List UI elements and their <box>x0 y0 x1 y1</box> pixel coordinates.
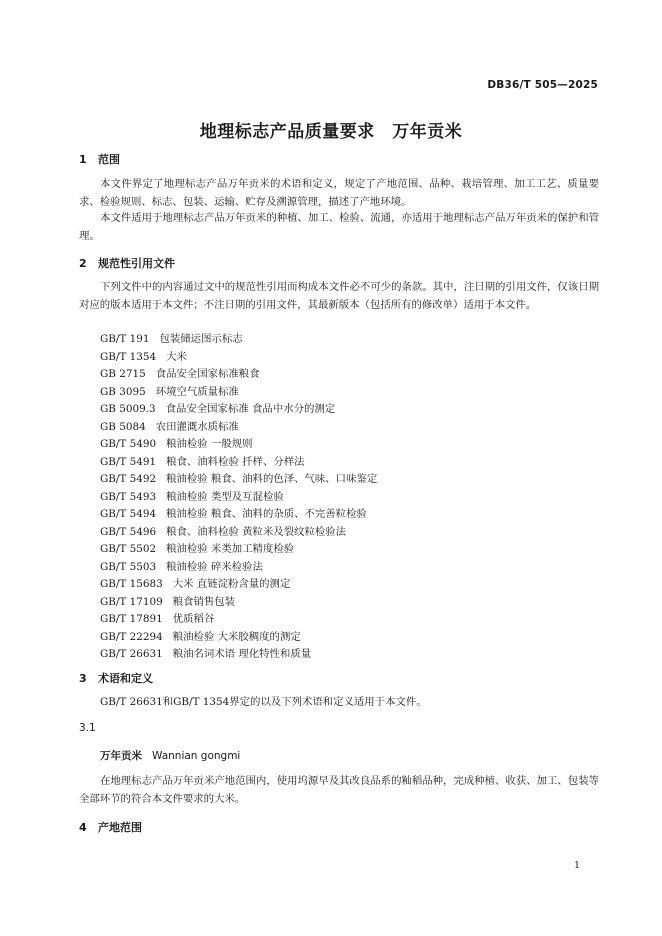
reference-item <box>100 471 377 489</box>
reference-title: 粮油检验 碎米检验法 <box>166 560 263 573</box>
reference-code: GB/T 5493 <box>100 490 157 503</box>
reference-title: 粮油检验 一般规则 <box>166 438 253 450</box>
section-1-paragraph-1: 本文件界定了地理标志产品万年贡米的术语和定义，规定了产地范围、品种、栽培管理、加工工艺、质量要求、检验规则、标志、包装、运输、贮存及溯源管理，描述了产地环境。 <box>79 178 599 208</box>
reference-code: GB 5009.3 <box>100 403 156 415</box>
reference-item <box>100 331 377 349</box>
reference-code: GB 3095 <box>100 385 146 398</box>
section-number: 2 <box>79 257 87 270</box>
reference-title: 大米 <box>166 350 187 363</box>
term-entry <box>100 748 240 763</box>
reference-code: GB/T 5502 <box>100 543 157 555</box>
reference-title: 粮食、油料检验 黄粒米及裂纹粒检验法 <box>166 525 347 538</box>
reference-code: GB/T 17109 <box>100 595 163 608</box>
reference-code: GB/T 22294 <box>100 630 163 643</box>
reference-list <box>100 331 377 664</box>
section-4-heading <box>79 819 142 835</box>
reference-item <box>100 366 377 384</box>
reference-item <box>100 524 377 542</box>
reference-item <box>100 454 377 472</box>
reference-code: GB 2715 <box>100 368 146 380</box>
section-2-heading <box>79 255 175 271</box>
reference-code: GB/T 5490 <box>100 438 157 450</box>
reference-title: 粮油检验 米类加工精度检验 <box>166 543 295 555</box>
reference-item <box>100 611 377 629</box>
reference-item <box>100 384 377 402</box>
reference-code: GB/T 1354 <box>100 350 157 363</box>
page-number: 1 <box>573 860 580 871</box>
section-title: 产地范围 <box>98 821 142 834</box>
reference-item <box>100 576 377 594</box>
reference-title: 粮油名词术语 理化特性和质量 <box>172 648 312 660</box>
reference-title: 粮油检验 粮食、油料的杂质、不完善粒检验 <box>166 508 367 520</box>
section-1-paragraph-2: 本文件适用于地理标志产品万年贡米的种植、加工、检验、流通，亦适用于地理标志产品万年贡米的保护和管理。 <box>79 212 599 242</box>
reference-title: 粮油检验 大米胶稠度的测定 <box>172 630 301 643</box>
reference-code: GB/T 5494 <box>100 508 157 520</box>
reference-title: 粮食销售包装 <box>172 595 236 608</box>
section-1-heading <box>79 151 120 167</box>
reference-title: 食品安全国家标准 食品中水分的测定 <box>165 403 336 415</box>
reference-item <box>100 349 377 367</box>
reference-item <box>100 594 377 612</box>
standard-code: DB36/T 505—2025 <box>487 79 598 91</box>
section-title: 规范性引用文件 <box>98 257 175 270</box>
reference-title: 农田灌溉水质标准 <box>155 420 239 433</box>
section-number: 3 <box>79 672 87 685</box>
section-2-intro: 下列文件中的内容通过文中的规范性引用而构成本文件必不可少的条款。其中，注日期的引用文件，仅该日期对应的版本适用于本文件；不注日期的引用文件，其最新版本（包括所有的修改单）适用于本文件。 <box>79 281 599 311</box>
reference-code: GB/T 5492 <box>100 473 157 485</box>
reference-code: GB/T 5496 <box>100 525 157 538</box>
section-title: 范围 <box>98 153 120 166</box>
reference-code: GB/T 15683 <box>100 578 163 590</box>
reference-item <box>100 419 377 437</box>
term-english: Wannian gongmi <box>152 750 241 762</box>
reference-item <box>100 629 377 647</box>
reference-title: 优质稻谷 <box>172 613 215 625</box>
reference-title: 粮油检验 类型及互混检验 <box>166 490 284 503</box>
reference-code: GB/T 5503 <box>100 560 157 573</box>
reference-item <box>100 436 377 454</box>
reference-item <box>100 559 377 577</box>
reference-code: GB/T 17891 <box>100 613 163 625</box>
reference-code: GB/T 5491 <box>100 455 157 468</box>
reference-title: 粮油检验 粮食、油料的色泽、气味、口味鉴定 <box>166 473 378 485</box>
reference-title: 环境空气质量标准 <box>155 385 239 398</box>
section-number: 1 <box>79 153 87 166</box>
document-title: 地理标志产品质量要求 万年贡米 <box>199 122 463 142</box>
section-3-intro: GB/T 26631和GB/T 1354界定的以及下列术语和定义适用于本文件。 <box>100 696 427 708</box>
section-title: 术语和定义 <box>98 672 153 685</box>
reference-title: 包装储运图示标志 <box>159 333 243 345</box>
reference-title: 食品安全国家标准粮食 <box>155 368 260 380</box>
section-3-heading <box>79 670 153 686</box>
reference-code: GB/T 26631 <box>100 648 163 660</box>
reference-code: GB 5084 <box>100 420 146 433</box>
reference-title: 粮食、油料检验 扦样、分样法 <box>166 455 305 468</box>
section-number: 4 <box>79 821 87 834</box>
reference-item <box>100 541 377 559</box>
term-definition: 在地理标志产品万年贡米产地范围内，使用坞源早及其改良品系的籼稻品种，完成种植、收获、加工、包装等全部环节的符合本文件要求的大米。 <box>79 775 599 805</box>
reference-item <box>100 506 377 524</box>
term-chinese: 万年贡米 <box>100 750 142 762</box>
reference-title: 大米 直链淀粉含量的测定 <box>172 578 291 590</box>
reference-item <box>100 646 377 664</box>
reference-code: GB/T 191 <box>100 333 150 345</box>
reference-item <box>100 401 377 419</box>
reference-item <box>100 489 377 507</box>
term-number: 3.1 <box>79 722 96 734</box>
